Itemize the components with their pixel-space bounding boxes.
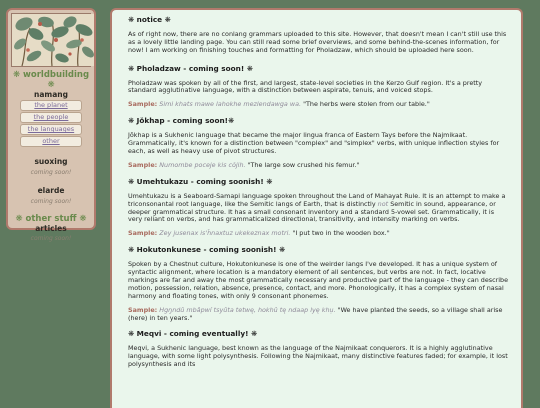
- umehtukazu-body-part1: Umehtukazu is a Seaboard-Samapi language spoken throughout the Land of Mahayat Rule. It is an attempt to make a triconsonantal root language, like the Semitic langs of Earth, that is distinctly: [128, 191, 506, 208]
- sample-text: Numombe poceje kis cŏjih.: [159, 160, 246, 169]
- pholadzaw-title: ❋ Pholadzaw - coming soon! ❋: [128, 63, 253, 73]
- jokhap-body: Jŏkhap is a Sukhenic language that became the major lingua franca of Eastern Tays before the Najmikaat. Grammatically, it's known for a distinction between "complex" and "simplex" verbs, with unique inflection styles for each, as well as heavy use of pivot structures.: [128, 131, 500, 155]
- namang-heading: namang: [34, 90, 68, 99]
- sample-label: Sample:: [128, 100, 158, 109]
- link-the-planet[interactable]: the planet: [20, 100, 82, 111]
- jokhap-title: ❋ Jŏkhap - coming soon!❋: [128, 116, 235, 126]
- sample-label: Sample:: [128, 160, 158, 169]
- sample-label: Sample:: [128, 229, 158, 238]
- sidebar: [6, 8, 96, 242]
- notice-body: As of right now, there are no conlang grammars uploaded to this site. However, that doesn't mean I can't still use this as a lovely little landing page. You can still read some brief overviews, and some behind-the-scenes information, for now! I am working on finishing touches and formatting for Pholadzaw, which should be uploaded here soon.: [128, 29, 507, 54]
- meqvi-body: Meqvi, a Sukhenic language, best known as the language of the Najmikaat conquerors. It is a highly agglutinative language, with some light polysynthesis. Following the Najmikaat, many distinctive features faded; for example, it lost polysynthesis and its: [128, 344, 508, 369]
- elarde-heading: elarde: [37, 186, 65, 195]
- sample-label: Sample:: [128, 305, 158, 314]
- jokhap-sample: [128, 162, 510, 170]
- elarde-status: coming soon!: [30, 198, 72, 205]
- notice-title: ❋ notice ❋: [128, 15, 171, 24]
- sample-translation: "The herbs were stolen from our table.": [303, 100, 430, 109]
- umehtukazu-title: ❋ Umehtukazu - coming soonish! ❋: [128, 176, 273, 186]
- sample-text: Simi khats mawe lahokhe mezlendawga wa.: [159, 100, 302, 109]
- articles-status: coming soon!: [30, 235, 72, 242]
- other-stuff-heading: ❋ other stuff ❋: [15, 214, 87, 224]
- worldbuilding-heading: ❋ worldbuilding ❋: [12, 70, 90, 90]
- umehtukazu-emphasis: not: [377, 199, 389, 208]
- meqvi-title: ❋ Meqvi - coming eventually! ❋: [128, 329, 258, 339]
- sample-text: Zey jusenax is'ĥnaxtuz ukekeznax motri.: [159, 229, 291, 238]
- sample-text: Hgŋndû mbâpwí tsyûta tetwę, hokhû tę ndaap lyę khụ.: [159, 305, 336, 314]
- suoxing-status: coming soon!: [30, 169, 72, 176]
- articles-heading: articles: [35, 224, 67, 233]
- main-content: [110, 8, 523, 408]
- umehtukazu-sample: [128, 230, 510, 238]
- banner-image: [11, 13, 91, 67]
- sample-translation: "I put two in the wooden box.": [292, 229, 390, 238]
- link-the-people[interactable]: the people: [20, 112, 82, 123]
- umehtukazu-body-part2: Semitic in sound, appearance, or deeper grammatical structure. It has a small consonant inventory and a standard 5-vowel set. Grammatically, it is very reliant on verbs, and has grammaticalized directional, transitivity, and intensity marking on verbs.: [128, 199, 496, 224]
- link-other[interactable]: other: [20, 136, 82, 147]
- link-the-languages[interactable]: the languages: [20, 124, 82, 135]
- botanical-illustration: [12, 14, 94, 66]
- pholadzaw-sample: [128, 101, 510, 109]
- sample-translation: "The large sow crushed his femur.": [247, 160, 360, 169]
- pholadzaw-body: Pholadzaw was spoken by all of the first, and largest, state-level societies in the Kerzo Gulf region. It's a pretty standard agglutinative language, with a distinction between aspirate, tenuis, and voiced stops.: [128, 78, 483, 95]
- hokutonkunese-body: Spoken by a Chestnut culture, Hokutonkunese is one of the weirder langs I've developed. It has a unique system of syntactic alignment, where location is a mandatory element of all sentences, but verbs are not. In fact, locative markings are far and away the most grammatically necessary and productive part of the language - they can describe motion, possession, relation, absence, presence, contact, and more. Phonologically, it has a complex system of nasal harmony and floating tones, with only 9 consonant phonemes.: [128, 260, 508, 300]
- hokutonkunese-title: ❋ Hokutonkunese - coming soonish! ❋: [128, 245, 286, 255]
- umehtukazu-body: [128, 193, 510, 225]
- hokutonkunese-sample: [128, 307, 510, 323]
- sample-translation: "We have planted the seeds, so a village shall arise (here) in ten years.": [128, 305, 503, 322]
- suoxing-heading: suoxing: [34, 157, 68, 166]
